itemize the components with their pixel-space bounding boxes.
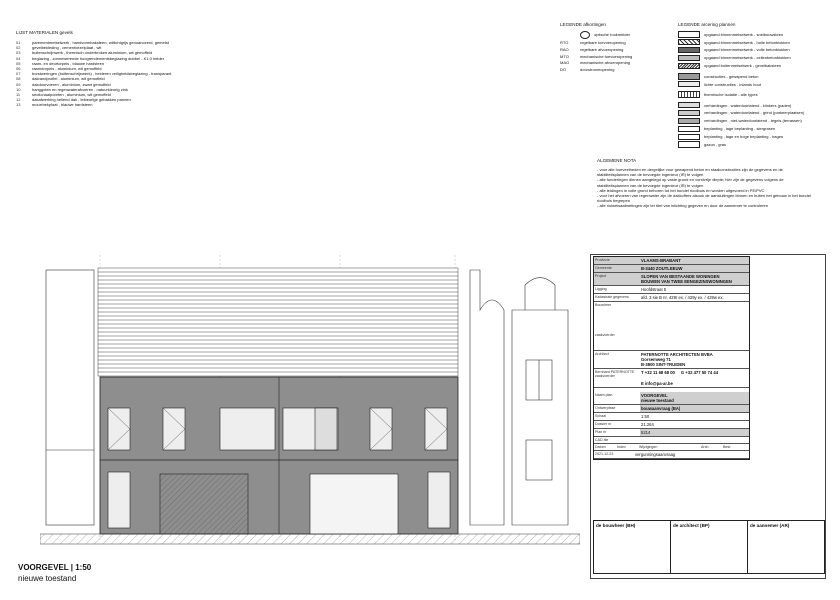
legend-abbreviations <box>560 22 670 73</box>
hatching-text: opgaand binnenmetselwerk - holle betonblokken <box>704 39 790 45</box>
abbreviation-text: mechanische afvoeropening <box>580 60 631 66</box>
material-text: parementmetselwerk , handvormbaksteen, witlichtgrijs genuanceerd, gemetst <box>32 40 169 45</box>
hatch-swatch-icon <box>678 81 700 88</box>
hatching-text: verhardingen , waterdoorlatend - grind (parkeerplaatsen) <box>704 110 805 116</box>
abbreviation-item <box>560 60 670 65</box>
material-text: raamdorpels , aluminium, wit gemoffeld <box>32 66 102 72</box>
titleblock <box>593 256 750 460</box>
roof <box>98 268 458 376</box>
legend-hatching <box>678 22 828 149</box>
hatching-text: thermische isolatie - alle types <box>704 92 758 98</box>
signature-block <box>593 520 825 574</box>
revision-column-header: Datum <box>595 445 606 449</box>
hatch-swatch-icon <box>678 102 700 109</box>
phase-value: bouwaanvraag (BA) <box>640 405 749 412</box>
note-line: - alle leidingen in volle grond behoren tot het bundel rioolbuis en worden uitgevoerd in PE/PVC <box>597 187 765 193</box>
abbreviation-code: DO <box>560 66 566 72</box>
plan-name-label: Naam plan <box>595 393 613 397</box>
hatch-swatch-icon <box>678 63 700 70</box>
revision-header <box>594 444 749 451</box>
hatching-text: constructies - gewapend beton <box>704 73 759 79</box>
material-text: dakafwerking hellend dak , leibeurige gebakken pannen <box>32 97 131 103</box>
note-line: - alle riolweisaafmetingen zijn ter titel van inlichting gegeven en door de aannemer te controleren <box>597 203 768 209</box>
hatching-text: lichte constructies - inlands hout <box>704 81 761 87</box>
material-code: 03 <box>16 50 21 56</box>
material-text: dakdoorvoeren , aluminium, zwart gemoffeld <box>32 81 111 87</box>
notes-title: ALGEMENE NOTA <box>597 158 637 163</box>
abbreviation-code: RAO <box>560 46 569 52</box>
hatching-item <box>678 110 828 117</box>
material-code: 08 <box>16 76 21 82</box>
left-neighbour-building <box>46 270 94 525</box>
revision-column-header: Best. <box>723 445 732 449</box>
cadastral-label: Kadastrale gegevens <box>595 295 629 299</box>
location-label: Ligging <box>595 287 607 291</box>
material-item <box>16 102 236 107</box>
hatching-text: verhardingen , waterdoorlatend - klinkers (paden) <box>704 102 792 108</box>
revision-description: vergunningsaanvraag <box>635 452 676 457</box>
scale-label: Schaal <box>595 414 606 418</box>
material-code: 04 <box>16 55 21 61</box>
smoke-detector-icon <box>580 31 590 39</box>
hatching-text: gazon , gras <box>704 142 727 148</box>
plan-number-value: 5214 <box>640 429 749 436</box>
dossier-label: Dossier nr <box>595 422 612 426</box>
hatching-item <box>678 31 828 38</box>
abbreviation-item <box>560 31 670 39</box>
architect-address2: B-3800 SINT-TRUIDEN <box>641 362 686 367</box>
hatching-text: opgaand binnenmetselwerk - cellenbetonblokken <box>704 55 791 61</box>
hatch-swatch-icon <box>678 91 700 98</box>
client-label: Bouwheer <box>595 303 612 307</box>
drawing-subtitle: nieuwe toestand <box>18 574 77 583</box>
province-label: Provincie <box>595 258 610 262</box>
material-code: 02 <box>16 45 21 51</box>
hatching-item <box>678 91 828 98</box>
material-code: 13 <box>16 102 21 108</box>
legend-hatching-title: LEGENDE arcering plannen <box>678 22 736 27</box>
abbreviation-code: RTO <box>560 40 569 46</box>
hatch-swatch-icon <box>678 73 700 80</box>
abbreviation-code: MAO <box>560 60 570 66</box>
material-code: 10 <box>16 86 21 92</box>
abbreviation-item <box>560 67 670 72</box>
project-line1: SLOPEN VAN BESTAANDE WONINGEN <box>641 274 720 279</box>
project-label: Project <box>595 274 607 278</box>
material-code: 05 <box>16 60 21 66</box>
revision-date: 2021-12-23 <box>595 452 614 456</box>
hatch-swatch-icon <box>678 134 700 141</box>
material-code: 06 <box>16 66 21 72</box>
municipality-label: Gemeente <box>595 266 612 270</box>
architect-email: E info@pa-ar.be <box>641 381 673 386</box>
abbreviation-text: regelbare toevoeropening <box>580 40 626 46</box>
architect-address1: Gorsemweg 71 <box>641 357 671 362</box>
material-text: borstweringen (buitenschrijnwerk) , helderen veiligheidsbeglazing - transparant <box>32 71 172 77</box>
hatching-item <box>678 47 828 54</box>
dossier-value: 21.264 <box>641 422 654 427</box>
revision-column-header: Index <box>617 445 626 449</box>
hatching-item <box>678 118 828 125</box>
abbreviation-text: optische rookmelder <box>594 32 631 38</box>
abbreviation-item <box>560 40 670 45</box>
hatching-item <box>678 55 828 62</box>
hatching-item <box>678 63 828 70</box>
hatch-swatch-icon <box>678 141 700 148</box>
hatching-item <box>678 134 828 141</box>
facade-elevation-drawing <box>40 250 580 560</box>
hatching-item <box>678 73 828 80</box>
plan-number-label: Plan nr <box>595 430 607 434</box>
cadastral-value: afd. 3 sie B nr. 429r ex. / 429y ex. / 429w ex. <box>641 295 724 300</box>
legend-abbreviations-title: LEGENDE afkortingen <box>560 22 606 27</box>
note-line: - voor alle hoeveelheden en dergelijke voor gewapend beton en staalconstructies zijn de gegevens en de stabiliteitsplannen van de bevoegde ingenieur (IR) te volgen <box>597 167 783 178</box>
architect-label: Architect <box>595 352 609 356</box>
right-neighbour-building <box>470 270 568 525</box>
architect-name: PATERNOTTE ARCHITECTEN BVBA <box>641 352 713 357</box>
cad-label: CAD-file <box>595 438 609 442</box>
material-code: 01 <box>16 40 21 45</box>
material-text: beglazing , zonnewerende hoogrendementsbeglazing dubbel - K1.0 helder <box>32 55 165 61</box>
material-text: raam- en deurtorpels , blauwe hardsteen <box>32 60 105 66</box>
scale-value: 1:50 <box>641 414 650 419</box>
province-value: VLAAMS-BRABANT <box>641 258 681 263</box>
signature-architect: de architect (BP) <box>671 521 748 573</box>
material-text: buitenschrijnwerk , thermisch onderbroken aluminium, wit gemoffeld <box>32 50 153 56</box>
material-text: dakrandprofiel , aluminium, wit gemoffeld <box>32 76 105 82</box>
contact-label: Bernhard PATERNOTTE zaakvoerder <box>595 370 635 378</box>
location-value: Hoofdstraat 5 <box>641 287 667 292</box>
hatch-swatch-icon <box>678 55 700 62</box>
hatch-swatch-icon <box>678 118 700 125</box>
hatch-swatch-icon <box>678 47 700 54</box>
revision-column-header: Arch. <box>701 445 710 449</box>
abbreviation-text: mechanische toevoeropening <box>580 53 633 59</box>
material-code: 09 <box>16 81 21 87</box>
material-code: 11 <box>16 92 21 98</box>
note-line: - alle funderingen dienen aangelegd op vaste grond en vorstvrije diepte; hier zijn de gegevens volgens de stabiliteitsplannen van de bevoegde ingenieur (IR) te volgen <box>597 177 784 188</box>
abbreviation-text: regelbare afvoeropening <box>580 46 624 52</box>
abbreviation-code: MTO <box>560 53 569 59</box>
hatching-item <box>678 126 828 133</box>
hatch-swatch-icon <box>678 39 700 46</box>
architect-phone: T +32 11 68 68 00 <box>641 370 675 375</box>
municipality-value: B-3440 ZOUTLEEUW <box>641 266 683 271</box>
hatch-swatch-icon <box>678 126 700 133</box>
hatching-text: opgaand buitenmetselwerk - gevelbaksteen <box>704 63 782 69</box>
revision-column-header: Wijzigingen <box>639 445 658 449</box>
hatch-swatch-icon <box>678 31 700 38</box>
abbreviation-item <box>560 47 670 52</box>
material-code: 12 <box>16 97 21 103</box>
abbreviation-text: doorstroomopening <box>580 66 615 72</box>
project-line2: BOUWEN VAN TWEE EENGEZINSWONINGEN <box>641 279 732 284</box>
plan-name-line2: nieuwe toestand <box>641 398 674 403</box>
materials-title: LIJST MATERIALEN gevels <box>16 30 73 35</box>
material-code: 07 <box>16 71 21 77</box>
hatching-text: beplanting , lage beplanting - siergrasen <box>704 126 776 132</box>
general-notes <box>597 158 812 209</box>
hatching-item <box>678 81 828 88</box>
note-line: - voor het afvoeren van regenwater zijn de dakkoffers alsook de aansluitingen binnen en buiten het gebouw in het bundel rioolbuis begrepen <box>597 193 811 204</box>
hatching-text: opgaand binnenmetselwerk - volle betonblokken <box>704 47 790 53</box>
architect-mobile: G +32 477 50 74 44 <box>680 370 719 375</box>
hatching-item <box>678 39 828 46</box>
plan-name-line1: VOORGEVEL <box>641 393 668 398</box>
hatching-item <box>678 141 828 148</box>
client-manager-label: zaakvoerder <box>595 333 615 337</box>
hatching-text: verhardingen , niet-waterdoorlatend - tegels (terrassen) <box>704 118 802 124</box>
material-text: hanggoten en regenwaterafvoeren , natuurkleurig zink <box>32 86 128 92</box>
materials-list <box>16 30 236 108</box>
material-text: gevelbekleding , cementvezelplaat , wit <box>32 45 102 51</box>
phase-label: Ontwerpfase <box>595 406 616 410</box>
hatching-item <box>678 102 828 109</box>
material-text: sectionaalpoorten , aluminium, wit gemoffeld <box>32 92 111 98</box>
hatch-swatch-icon <box>678 110 700 117</box>
hatching-text: beplanting , lage en hoge beplanting - hagen <box>704 134 784 140</box>
signature-client: de bouwheer (BH) <box>594 521 671 573</box>
hatching-text: opgaand binnenmetselwerk - snelbouwsteen <box>704 31 784 37</box>
abbreviation-item <box>560 54 670 59</box>
drawing-title: VOORGEVEL | 1:50 <box>18 563 92 572</box>
ground <box>40 534 580 544</box>
signature-contractor: de aannemer (AR) <box>750 523 790 528</box>
material-text: mourrbekplaat , blauwe hardsteen <box>32 102 93 108</box>
